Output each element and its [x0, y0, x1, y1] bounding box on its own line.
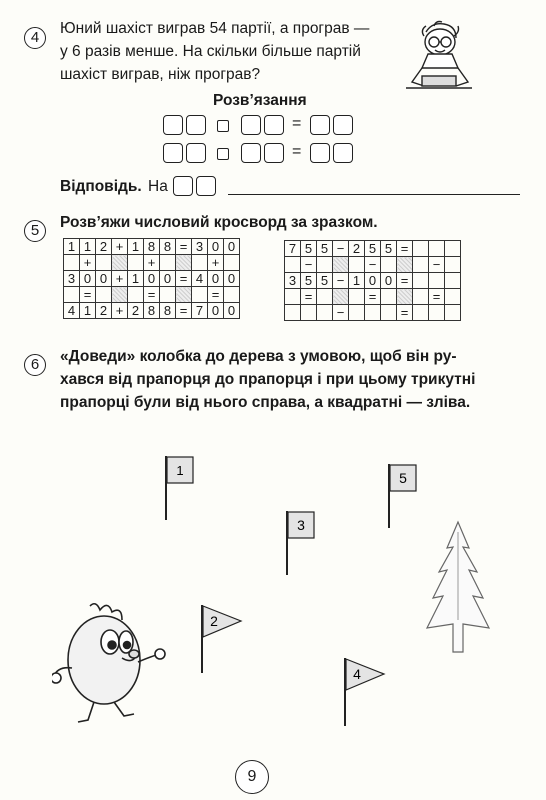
crossword-cell [64, 287, 80, 303]
crossword-row [285, 241, 461, 257]
crossword-cell: = [176, 239, 192, 255]
crossword-cell: 0 [365, 273, 381, 289]
crossword-row [64, 303, 240, 319]
crossword-cell: 7 [285, 241, 301, 257]
task6-line2: хався від прапорця до прапорця і при цьому трикутні [60, 371, 476, 388]
crossword-cell: 5 [381, 241, 397, 257]
crossword-cell: + [144, 255, 160, 271]
crossword-cell: 0 [160, 271, 176, 287]
crossword-row [64, 287, 240, 303]
crossword-cell [192, 255, 208, 271]
page-number: 9 [235, 760, 269, 794]
task4-line3: шахіст виграв, ніж програв? [60, 66, 261, 83]
crossword-cell: 8 [144, 239, 160, 255]
solution-digit-box[interactable] [241, 143, 261, 163]
crossword-cell: 4 [64, 303, 80, 319]
crossword-shaded-cell [176, 287, 192, 303]
crossword-cell[interactable] [349, 289, 365, 305]
task6-line3: прапорці були від нього справа, а квадратні — зліва. [60, 394, 471, 411]
answer-digit-box[interactable] [196, 176, 216, 196]
crossword-cell[interactable] [301, 305, 317, 321]
crossword-shaded-cell [333, 257, 349, 273]
task-crossword[interactable] [284, 240, 461, 321]
crossword-cell: 8 [160, 303, 176, 319]
crossword-cell [160, 255, 176, 271]
crossword-cell [128, 255, 144, 271]
crossword-cell: = [397, 241, 413, 257]
crossword-cell[interactable] [413, 241, 429, 257]
crossword-cell: + [80, 255, 96, 271]
crossword-cell: = [397, 273, 413, 289]
crossword-shaded-cell [112, 255, 128, 271]
crossword-cell: 5 [301, 273, 317, 289]
crossword-shaded-cell [397, 257, 413, 273]
operation-box[interactable] [217, 120, 229, 132]
solution-digit-box[interactable] [186, 115, 206, 135]
crossword-cell[interactable] [317, 257, 333, 273]
solution-digit-box[interactable] [333, 143, 353, 163]
crossword-cell [64, 255, 80, 271]
task6-number: 6 [24, 354, 46, 376]
crossword-cell: 2 [96, 303, 112, 319]
solution-digit-box[interactable] [264, 143, 284, 163]
crossword-cell: 2 [128, 303, 144, 319]
crossword-cell[interactable] [285, 257, 301, 273]
crossword-cell[interactable] [445, 305, 461, 321]
crossword-cell[interactable] [365, 305, 381, 321]
crossword-cell [192, 287, 208, 303]
crossword-cell: − [333, 273, 349, 289]
crossword-cell[interactable] [413, 289, 429, 305]
solution-digit-box[interactable] [310, 143, 330, 163]
crossword-cell: 0 [80, 271, 96, 287]
crossword-cell: 5 [317, 273, 333, 289]
crossword-cell[interactable] [285, 289, 301, 305]
crossword-cell: 3 [192, 239, 208, 255]
crossword-cell: 0 [224, 271, 240, 287]
crossword-cell: 3 [64, 271, 80, 287]
crossword-row [285, 257, 461, 273]
flag-2-label: 2 [210, 613, 218, 629]
crossword-cell: 0 [224, 303, 240, 319]
crossword-cell[interactable] [285, 305, 301, 321]
crossword-cell: 1 [128, 239, 144, 255]
chess-boy-illustration [398, 18, 480, 100]
solution-digit-box[interactable] [163, 143, 183, 163]
crossword-cell[interactable] [429, 305, 445, 321]
task5-number: 5 [24, 220, 46, 242]
solution-digit-box[interactable] [186, 143, 206, 163]
flag-5-label: 5 [399, 470, 407, 486]
crossword-shaded-cell [176, 255, 192, 271]
crossword-cell: − [301, 257, 317, 273]
crossword-cell: − [365, 257, 381, 273]
crossword-cell[interactable] [317, 305, 333, 321]
square-flag-1[interactable] [160, 452, 200, 522]
crossword-cell: 2 [349, 241, 365, 257]
crossword-cell: = [429, 289, 445, 305]
crossword-cell: − [429, 257, 445, 273]
triangle-flag-2[interactable] [197, 603, 247, 675]
solution-digit-box[interactable] [310, 115, 330, 135]
crossword-cell[interactable] [381, 289, 397, 305]
crossword-cell: 8 [160, 239, 176, 255]
crossword-cell [224, 255, 240, 271]
crossword-cell: 1 [64, 239, 80, 255]
crossword-cell: 8 [144, 303, 160, 319]
crossword-shaded-cell [112, 287, 128, 303]
crossword-cell: 0 [208, 239, 224, 255]
crossword-cell[interactable] [445, 257, 461, 273]
crossword-cell: = [176, 271, 192, 287]
task5-title: Розв’яжи числовий кросворд за зразком. [60, 214, 378, 231]
crossword-cell: = [144, 287, 160, 303]
solution-digit-box[interactable] [241, 115, 261, 135]
crossword-cell: 0 [381, 273, 397, 289]
crossword-cell: + [112, 271, 128, 287]
solution-digit-box[interactable] [163, 115, 183, 135]
crossword-cell[interactable] [413, 273, 429, 289]
crossword-cell [224, 287, 240, 303]
crossword-shaded-cell [333, 289, 349, 305]
task4-number: 4 [24, 27, 46, 49]
crossword-cell: = [80, 287, 96, 303]
crossword-cell: 4 [192, 271, 208, 287]
crossword-cell: 7 [192, 303, 208, 319]
crossword-cell: 0 [96, 271, 112, 287]
crossword-shaded-cell [397, 289, 413, 305]
crossword-row [64, 255, 240, 271]
crossword-cell: = [176, 303, 192, 319]
crossword-cell: 1 [349, 273, 365, 289]
crossword-cell[interactable] [381, 305, 397, 321]
flag-4-label: 4 [353, 666, 361, 682]
answer-label: Відповідь. [60, 178, 142, 195]
triangle-flag-4[interactable] [340, 656, 390, 728]
crossword-cell: 1 [80, 239, 96, 255]
crossword-row [64, 239, 240, 255]
sample-crossword [63, 238, 240, 319]
crossword-cell: + [208, 255, 224, 271]
solution-digit-box[interactable] [264, 115, 284, 135]
task4-line1: Юний шахіст виграв 54 партії, а програв — [60, 20, 370, 37]
crossword-cell: 2 [96, 239, 112, 255]
crossword-row [285, 305, 461, 321]
answer-line[interactable] [228, 194, 520, 195]
crossword-cell [96, 287, 112, 303]
crossword-cell[interactable] [349, 257, 365, 273]
kolobok-illustration [52, 598, 170, 728]
crossword-cell[interactable] [445, 289, 461, 305]
crossword-cell[interactable] [317, 289, 333, 305]
crossword-cell: 1 [80, 303, 96, 319]
tree-illustration[interactable] [425, 520, 491, 660]
crossword-cell: − [333, 241, 349, 257]
crossword-cell[interactable] [349, 305, 365, 321]
task4-line2: у 6 разів менше. На скільки більше партій [60, 43, 361, 60]
solution-digit-box[interactable] [333, 115, 353, 135]
crossword-cell[interactable] [445, 241, 461, 257]
solution-title: Розв’язання [213, 92, 307, 109]
crossword-cell[interactable] [429, 273, 445, 289]
operation-box[interactable] [217, 148, 229, 160]
crossword-cell: + [112, 303, 128, 319]
answer-prefix: На [148, 178, 168, 195]
crossword-cell: 5 [317, 241, 333, 257]
flag-3-label: 3 [297, 517, 305, 533]
crossword-cell [128, 287, 144, 303]
crossword-cell [160, 287, 176, 303]
crossword-cell: + [112, 239, 128, 255]
crossword-cell: 5 [365, 241, 381, 257]
crossword-cell[interactable] [413, 257, 429, 273]
crossword-cell: = [365, 289, 381, 305]
task6-line1 [60, 346, 457, 368]
crossword-cell: 0 [144, 271, 160, 287]
crossword-cell: = [208, 287, 224, 303]
crossword-cell[interactable] [445, 273, 461, 289]
crossword-row [285, 273, 461, 289]
crossword-cell: − [333, 305, 349, 321]
task6-quote: «Доведи» [60, 348, 136, 365]
equals-sign: = [292, 115, 302, 132]
crossword-cell: 5 [301, 241, 317, 257]
crossword-cell: 0 [208, 271, 224, 287]
crossword-row [64, 271, 240, 287]
crossword-cell: 0 [208, 303, 224, 319]
crossword-cell: = [397, 305, 413, 321]
square-flag-5[interactable] [383, 460, 423, 530]
task6-line1-rest: колобка до дерева з умовою, щоб він ру- [135, 348, 457, 365]
square-flag-3[interactable] [281, 507, 321, 577]
crossword-row [285, 289, 461, 305]
crossword-cell: 1 [128, 271, 144, 287]
crossword-cell: 3 [285, 273, 301, 289]
crossword-cell[interactable] [413, 305, 429, 321]
crossword-cell[interactable] [381, 257, 397, 273]
flag-1-label: 1 [176, 463, 184, 478]
answer-digit-box[interactable] [173, 176, 193, 196]
crossword-cell: = [301, 289, 317, 305]
crossword-cell: 0 [224, 239, 240, 255]
equals-sign: = [292, 143, 302, 160]
crossword-cell[interactable] [429, 241, 445, 257]
crossword-cell [96, 255, 112, 271]
